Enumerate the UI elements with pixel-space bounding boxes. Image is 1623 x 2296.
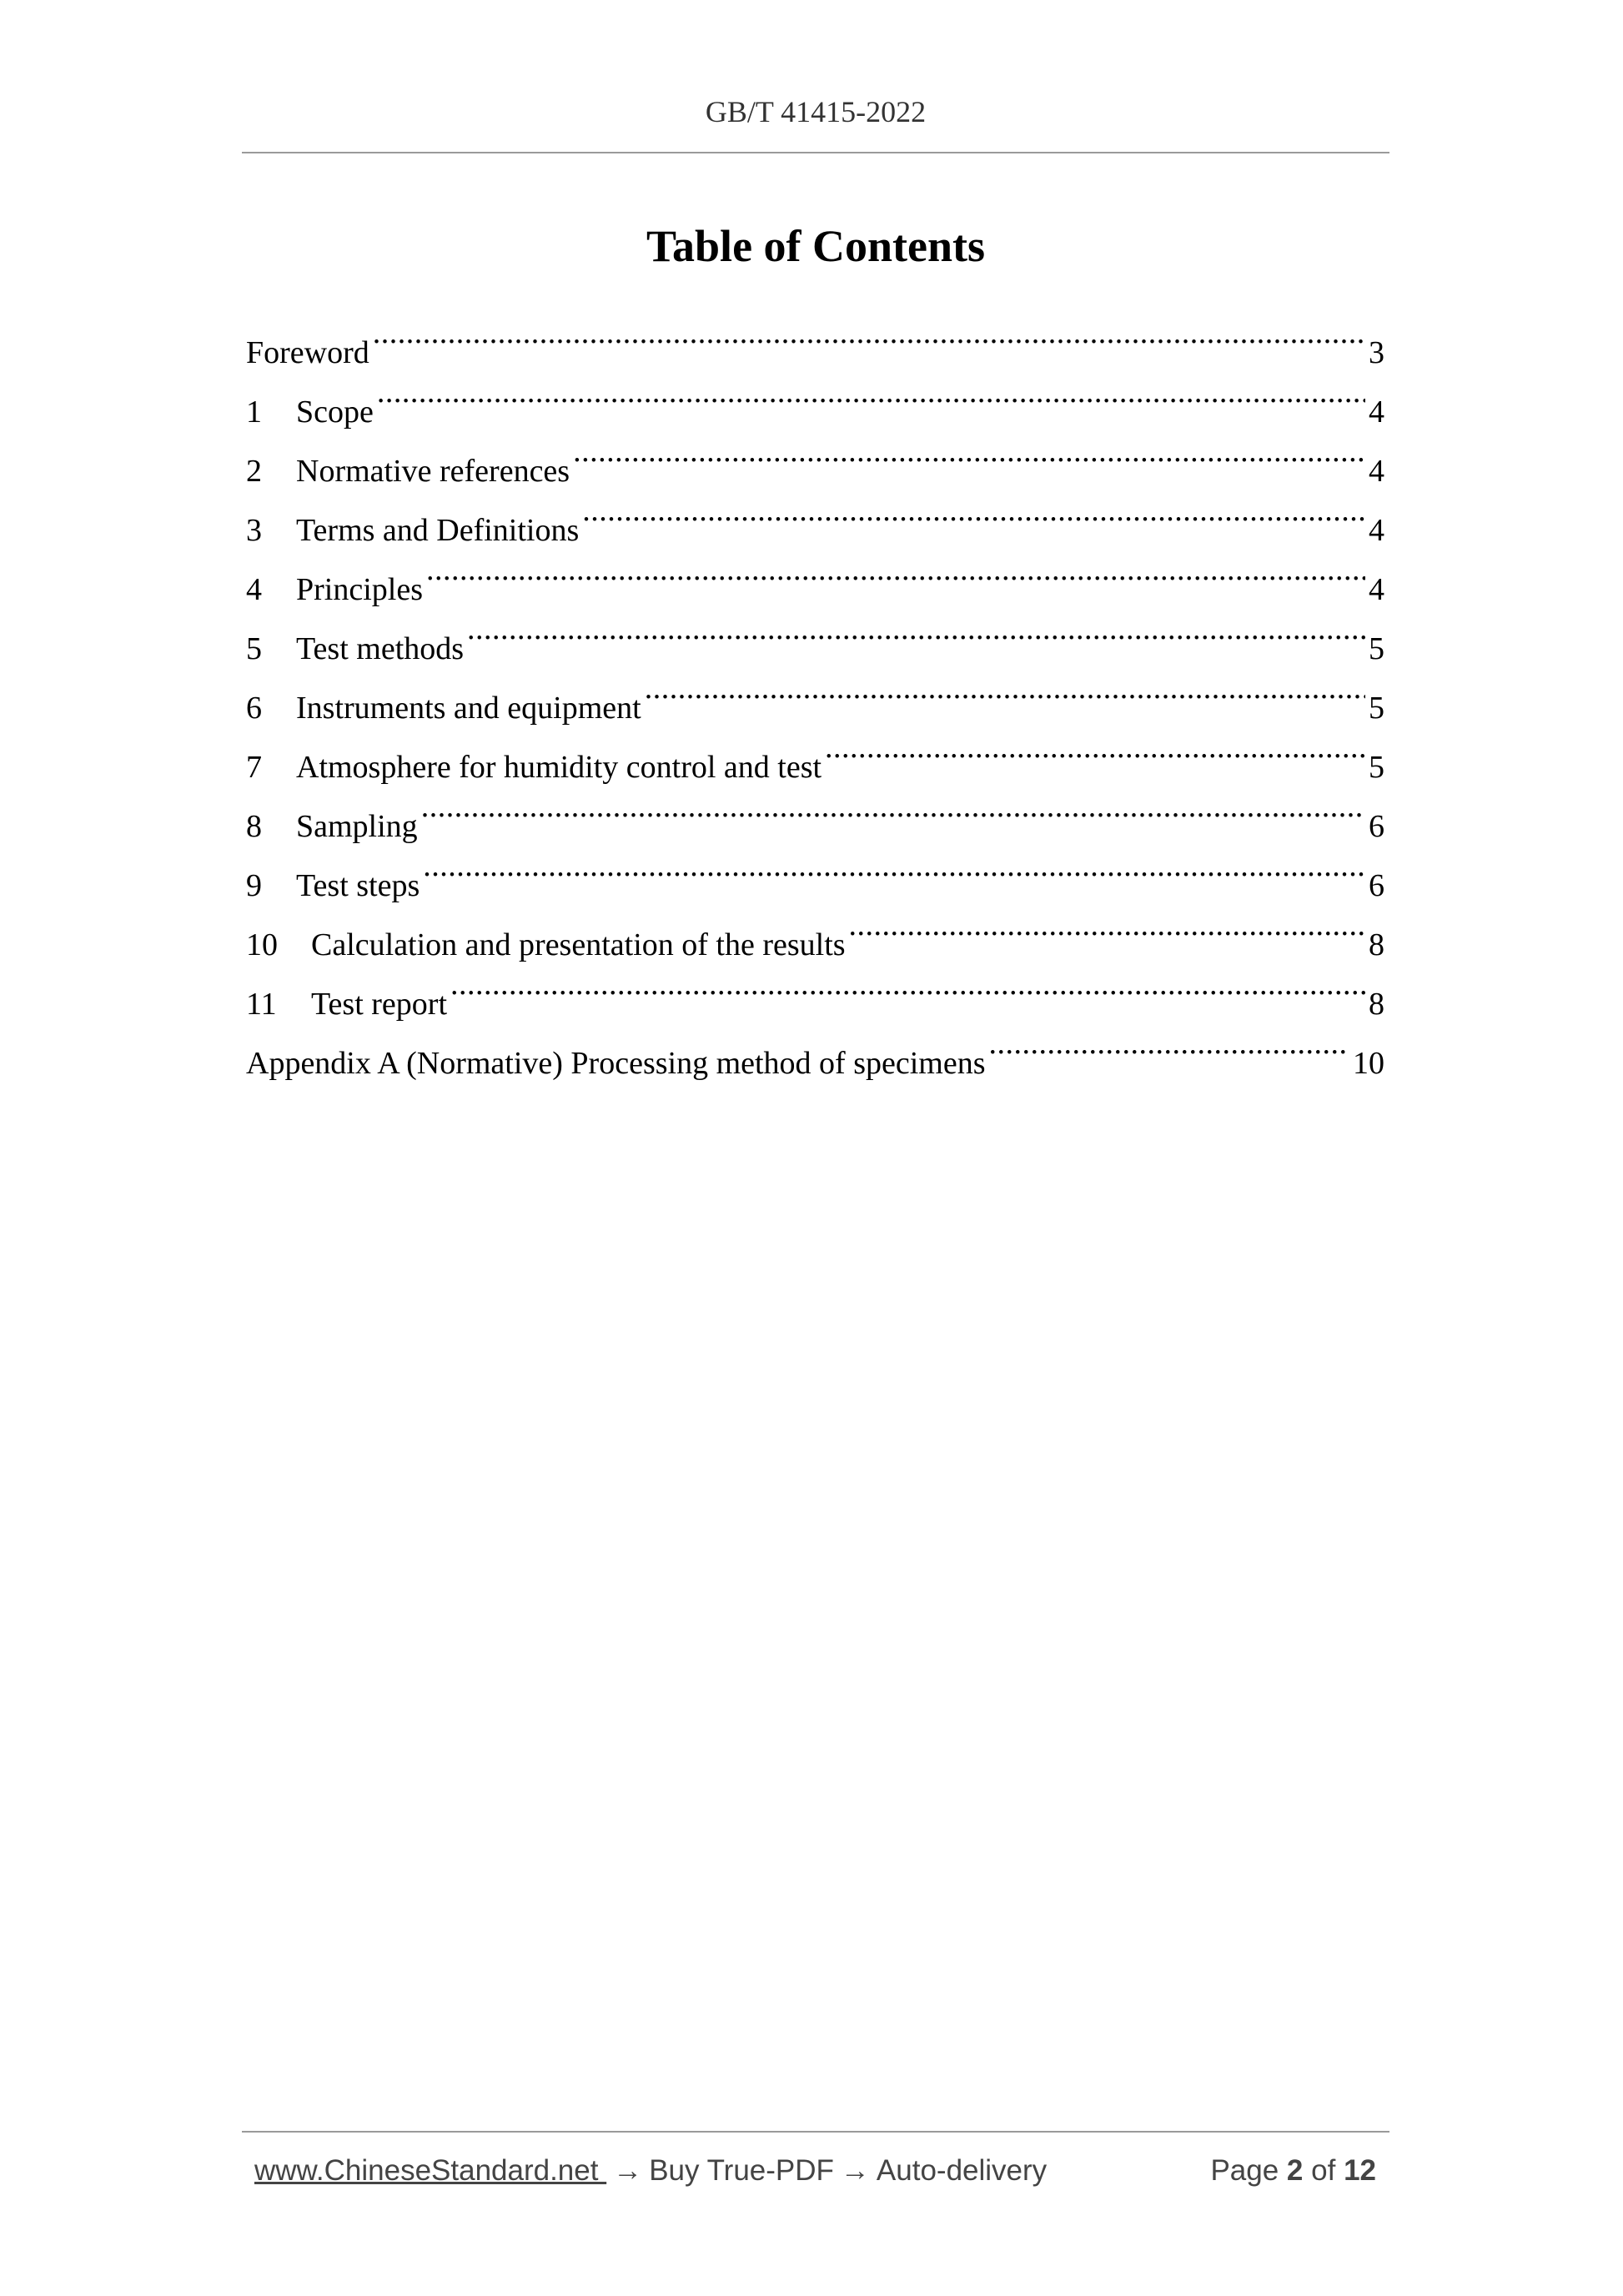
toc-entry-label: Test steps [296, 868, 420, 903]
toc-entry-label: Foreword [246, 335, 369, 370]
arrow-right-icon: → [613, 2154, 643, 2187]
toc-entry-label: Sampling [296, 809, 418, 844]
toc-entry-label: Instruments and equipment [296, 691, 641, 726]
toc-dot-leader [989, 1014, 1349, 1073]
toc-entry-label: Calculation and presentation of the results [311, 927, 846, 962]
page-indicator [1210, 2148, 1376, 2194]
arrow-right-icon: → [840, 2154, 870, 2187]
toc-entry-page: 5 [1369, 631, 1384, 666]
page-footer [254, 2148, 1376, 2194]
toc-entry-label: Appendix A (Normative) Processing method of specimens [246, 1046, 986, 1081]
toc-entry-page: 3 [1369, 335, 1384, 370]
toc-entry-number: 11 [246, 987, 277, 1022]
toc-entry-label: Test report [311, 987, 448, 1022]
toc-entry-normative-references[interactable] [246, 422, 1384, 489]
page-word: Page [1210, 2154, 1279, 2187]
toc-dot-leader [825, 718, 1365, 777]
toc-entry-page: 6 [1369, 868, 1384, 903]
toc-entry-number: 9 [246, 868, 262, 903]
website-link[interactable]: www.ChineseStandard.net [254, 2154, 607, 2187]
toc-dot-leader [421, 777, 1365, 837]
toc-entry-page: 8 [1369, 927, 1384, 962]
footer-divider [242, 2131, 1389, 2133]
table-of-contents [246, 304, 1384, 1081]
toc-entry-scope[interactable] [246, 363, 1384, 430]
of-word: of [1311, 2154, 1336, 2187]
toc-entry-label: Principles [296, 572, 423, 607]
toc-entry-number: 4 [246, 572, 262, 607]
toc-entry-number: 6 [246, 691, 262, 726]
toc-entry-page: 4 [1369, 394, 1384, 430]
header-divider [242, 152, 1389, 153]
toc-entry-page: 4 [1369, 454, 1384, 489]
toc-entry-label: Test methods [296, 631, 465, 666]
total-pages-number: 12 [1344, 2154, 1376, 2187]
toc-entry-number: 3 [246, 513, 262, 548]
toc-entry-page: 4 [1369, 572, 1384, 607]
toc-dot-leader [573, 422, 1365, 481]
toc-entry-number: 10 [246, 927, 278, 962]
toc-entry-number: 8 [246, 809, 262, 844]
toc-entry-label: Atmosphere for humidity control and test [296, 750, 822, 785]
toc-entry-number: 7 [246, 750, 262, 785]
toc-entry-page: 5 [1369, 750, 1384, 785]
toc-dot-leader [582, 481, 1365, 540]
current-page-number: 2 [1286, 2154, 1304, 2187]
toc-dot-leader [377, 363, 1365, 422]
toc-dot-leader [450, 955, 1365, 1014]
toc-entry-page: 5 [1369, 691, 1384, 726]
footer-promo [254, 2148, 1047, 2194]
toc-dot-leader [467, 600, 1365, 659]
toc-entry-number: 1 [246, 394, 262, 430]
toc-dot-leader [645, 659, 1365, 718]
toc-entry-page: 10 [1353, 1046, 1384, 1081]
toc-entry-foreword[interactable] [246, 304, 1384, 370]
toc-dot-leader [849, 896, 1365, 955]
running-header: GB/T 41415-2022 [705, 95, 927, 128]
auto-delivery-text: Auto-delivery [876, 2154, 1048, 2187]
toc-entry-label: Terms and Definitions [296, 513, 580, 548]
toc-dot-leader [373, 304, 1365, 363]
toc-dot-leader [423, 837, 1365, 896]
buy-pdf-text: Buy True-PDF [649, 2154, 834, 2187]
toc-entry-page: 6 [1369, 809, 1384, 844]
toc-entry-number: 5 [246, 631, 262, 666]
toc-entry-page: 4 [1369, 513, 1384, 548]
page-title: Table of Contents [646, 221, 986, 271]
toc-entry-number: 2 [246, 454, 262, 489]
toc-dot-leader [426, 540, 1365, 600]
toc-entry-label: Scope [296, 394, 374, 430]
toc-entry-page: 8 [1369, 987, 1384, 1022]
toc-entry-label: Normative references [296, 454, 570, 489]
